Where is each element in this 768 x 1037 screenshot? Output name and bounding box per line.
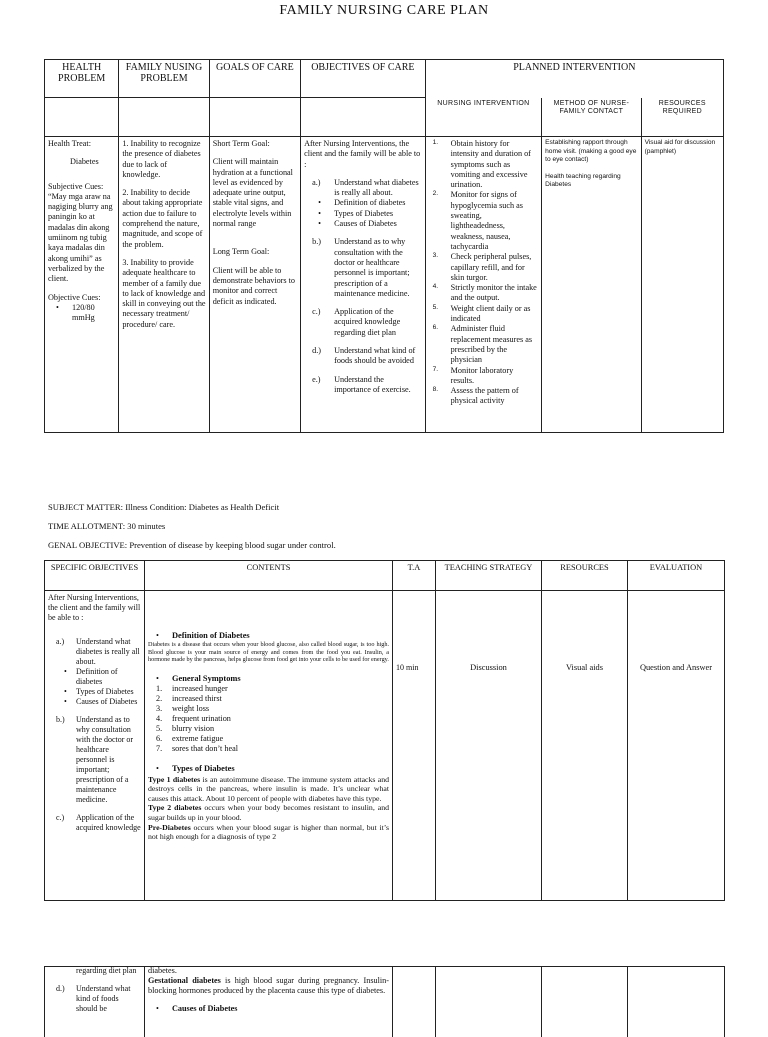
prediabetes-text: occurs when your blood sugar is higher than normal, but it’s not high enough for a diagnosis of type 2 [148, 822, 389, 842]
method-cell [542, 137, 641, 433]
nursing-intervention-number: 1. [432, 139, 439, 146]
symptoms-list [148, 684, 389, 754]
symptom-text: frequent urination [172, 714, 231, 724]
symptom-text: weight loss [172, 704, 210, 714]
definition-title: Definition of Diabetes [172, 631, 250, 640]
family-problem-2: 2. Inability to decide about taking appropriate action due to failure to comprehend the nature, magnitude, and scope of the problem. [122, 188, 203, 249]
specific-bullet-3: Causes of Diabetes [76, 697, 138, 706]
specific-continued-cell [45, 967, 145, 1037]
objective-c-marker: c.) [312, 307, 321, 317]
type2-text: occurs when your body becomes resistant to insulin, and sugar builds up in your blood. [148, 803, 389, 823]
nursing-intervention-number: 4. [432, 283, 439, 291]
resources-cell [641, 137, 723, 433]
symptom-text: blurry vision [172, 724, 215, 734]
specific-bullet-1: Definition of diabetes [76, 667, 118, 686]
specific-c: Application of the acquired knowledge [76, 813, 141, 832]
prediabetes-label: Pre-Diabetes [148, 822, 191, 832]
header-nursing-intervention: NURSING INTERVENTION [425, 98, 542, 137]
header-method: METHOD OF NURSE-FAMILY CONTACT [542, 98, 641, 137]
header-resources-2: RESOURCES [542, 561, 628, 591]
nursing-intervention-text: Obtain history for intensity and duration of symptoms such as vomiting and excessive urination. [450, 139, 531, 190]
objective-cues-label: Objective Cues: [48, 292, 101, 302]
general-objective: GENAL OBJECTIVE: Prevention of disease by keeping blood sugar under control. [48, 540, 336, 550]
definition-text: Diabetes is a disease that occurs when your blood glucose, also called blood sugar, is too high. Blood glucose is your main source of energy and comes from the food you eat. Insulin, a hormone made by the pancreas, helps glucose from food get into your cells to be used for energy. [148, 641, 389, 664]
short-term-goal: Client will maintain hydration at a functional level as evidenced by adequate urine output, stable vital signs, and electrolyte levels within normal range [212, 157, 293, 229]
specific-b-marker: b.) [56, 715, 65, 724]
objective-c: Application of the acquired knowledge regarding diet plan [334, 307, 401, 337]
symptom-text: increased thirst [172, 694, 222, 704]
gestational-label: Gestational diabetes [148, 976, 221, 985]
type1-label: Type 1 diabetes [148, 774, 201, 784]
nursing-intervention-number: 5. [432, 303, 439, 311]
header-goals: GOALS OF CARE [209, 60, 300, 98]
evaluation-cell: Question and Answer [628, 591, 725, 901]
health-problem-cell: Health Treat: Diabetes Subjective Cues: “May mga araw na nagiging blurry ang paningin ko at madalas din akong umiinom ng tubig kaya madalas din akong umihi” as verbalized by the client. Objective Cues: • 120/80 mmHg [45, 137, 119, 433]
nursing-intervention-text: Strictly monitor the intake and the output. [450, 283, 537, 303]
teaching-plan-continued [44, 966, 725, 1037]
header-ta: T.A [393, 561, 436, 591]
nursing-intervention-text: Monitor for signs of hypoglycemia such as sweating, lightheadedness, weakness, nausea, tachycardia [450, 190, 523, 251]
subjective-cues-label: Subjective Cues: [48, 181, 104, 191]
specific-c-continued: regarding diet plan [76, 966, 137, 975]
ta-cell: 10 min [393, 591, 436, 901]
specific-d-marker: d.) [56, 984, 65, 993]
specific-a-marker: a.) [56, 637, 65, 646]
contents-continued-1: diabetes. [148, 966, 177, 975]
header-objectives: OBJECTIVES OF CARE [301, 60, 426, 98]
symptom-item: 4. frequent urination [156, 714, 231, 724]
nursing-intervention-number: 6. [432, 324, 439, 332]
objective-e: Understand the importance of exercise. [334, 374, 411, 394]
nursing-intervention-number: 3. [432, 252, 439, 260]
nursing-intervention-text: Monitor laboratory results. [450, 365, 514, 385]
family-problem-1: 1. Inability to recognize the presence of diabetes due to lack of knowledge. [122, 139, 201, 179]
objective-d-marker: d.) [312, 346, 321, 356]
symptom-item: 1. increased hunger [156, 684, 228, 694]
teaching-plan-table [44, 560, 725, 901]
header-evaluation: EVALUATION [628, 561, 725, 591]
family-problem-3: 3. Inability to provide adequate healthcare to member of a family due to lack of knowledge and skill in conveying out the necessary treatment/ procedure/ care. [122, 257, 206, 329]
type1-text: is an autoimmune disease. The immune system attacks and destroys cells in the pancreas, where insulin is made. It’s unclear what causes this attack. About 10 percent of people with diabetes have this type. [148, 774, 389, 803]
specific-intro: After Nursing Interventions, the client and the family will be able to : [48, 593, 141, 622]
type2-label: Type 2 diabetes [148, 803, 202, 813]
symptom-text: sores that don’t heal [172, 744, 239, 754]
symptom-text: increased hunger [172, 684, 228, 694]
nursing-intervention-item [429, 252, 539, 283]
contents-continued-cell: diabetes. Gestational diabetes is high blood sugar during pregnancy. Insulin-blocking hormones produced by the placenta cause this type of diabetes. • Causes of Diabetes [145, 967, 393, 1037]
long-term-goal: Client will be able to demonstrate behaviors to monitor and correct deficit as indicated. [212, 265, 296, 306]
resources-text: Visual aid for discussion (pamphlet) [644, 139, 716, 155]
specific-b: Understand as to why consultation with the doctor or healthcare personnel is important; prescription of a maintenance medicine. [76, 715, 134, 804]
subject-matter: SUBJECT MATTER: Illness Condition: Diabetes as Health Deficit [48, 502, 280, 512]
contents-cell: • Definition of Diabetes Diabetes is a disease that occurs when your blood glucose, also called blood sugar, is too high. Blood glucose is your main source of energy and comes from the food you eat. Insulin, a hormone made by the pancreas, helps glucose from food get into your cells to be used for energy. • General Symptoms 1. increased hunger 2. increased thirst 3. weight loss 4. frequent urination 5. blurry vision 6. extreme fatigue 7. sores that don’t heal • Types of Diabetes Type 1 diabetes is an autoimmune disease. The immune system attacks and destroys cells in the pancreas, where insulin is made. It’s unclear what causes this attack. About 10 percent of people with diabetes have this type. Type 2 diabetes occurs when your body becomes resistant to insulin, and sugar builds up in your blood. Pre-Diabetes occurs when your blood sugar is higher than normal, but it’s not high enough for a diagnosis of type 2 [145, 591, 393, 901]
gestational-text: is high blood sugar during pregnancy. Insulin-blocking hormones produced by the placenta cause this type of diabetes. [148, 976, 390, 995]
objective-b: Understand as to why consultation with the doctor or healthcare personnel is important; prescription of a maintenance medicine. [334, 237, 410, 298]
nursing-intervention-text: Administer fluid replacement measures as prescribed by the physician [450, 324, 533, 365]
nursing-intervention-text: Weight client daily or as indicated [450, 303, 531, 324]
objective-cue-item: 120/80 mmHg [72, 302, 95, 323]
header-teaching-strategy: TEACHING STRATEGY [436, 561, 542, 591]
method-1: Establishing rapport through home visit. (making a good eye to eye contact) [545, 139, 637, 164]
specific-c-marker: c.) [56, 813, 65, 822]
objectives-intro: After Nursing Interventions, the client and the family will be able to : [304, 139, 421, 169]
short-term-label: Short Term Goal: [212, 139, 270, 148]
symptom-item: 6. extreme fatigue [156, 734, 224, 744]
resources-cell-2: Visual aids [542, 591, 628, 901]
symptom-item: 7. sores that don’t heal [156, 744, 239, 754]
types-title: Types of Diabetes [172, 764, 235, 774]
header-family-problem: FAMILY NUSING PROBLEM [119, 60, 209, 98]
header-health-problem: HEALTH PROBLEM [45, 60, 119, 98]
objectives-cell: After Nursing Interventions, the client and the family will be able to : a.) Understand what diabetes is really all about. • Definition of diabetes • Types of Diabetes • Causes of Diabetes b.) Understand as to why consultation with the doctor or healthcare personnel is important; prescription of a maintenance medicine. c.) Application of the acquired knowledge regarding diet plan d.) Understand what kind of foods should be avoided e.) Understand the importance of exercise. [301, 137, 426, 433]
strategy-cell: Discussion [436, 591, 542, 901]
header-planned-intervention: PLANNED INTERVENTION [425, 60, 723, 98]
care-plan-table [44, 59, 724, 433]
nursing-intervention-text: Check peripheral pulses, capillary refill, and for skin turgor. [450, 252, 532, 282]
nursing-intervention-text: Assess the pattern of physical activity [450, 386, 519, 406]
page-title: FAMILY NURSING CARE PLAN [279, 3, 489, 18]
nursing-intervention-item [429, 190, 539, 252]
symptom-item: 3. weight loss [156, 704, 210, 714]
objective-bullet-1: Definition of diabetes [334, 198, 406, 208]
nursing-intervention-item [429, 324, 539, 365]
objective-a-marker: a.) [312, 177, 321, 187]
symptoms-title: General Symptoms [172, 674, 241, 684]
objective-e-marker: e.) [312, 374, 321, 384]
nursing-intervention-number: 8. [432, 386, 439, 394]
nursing-intervention-list [429, 139, 539, 407]
nursing-intervention-number: 7. [432, 365, 439, 373]
health-treat-label: Health Treat: [48, 139, 91, 148]
nursing-intervention-number: 2. [432, 190, 439, 198]
time-allotment: TIME ALLOTMENT: 30 minutes [48, 521, 166, 531]
health-treat-value: Diabetes [70, 157, 99, 167]
method-2: Health teaching regarding Diabetes [545, 172, 621, 189]
specific-d: Understand what kind of foods should be [76, 984, 131, 1013]
nursing-intervention-item [429, 366, 539, 387]
subjective-cues-text: “May mga araw na nagiging blurry ang paningin ko at madalas din akong umiinom ng tubig kaya madalas din akong umihi” as verbalized by the client. [48, 191, 113, 284]
symptom-item: 5. blurry vision [156, 724, 215, 734]
objective-bullet-2: Types of Diabetes [334, 208, 394, 218]
objective-a: Understand what diabetes is really all about. [334, 177, 419, 198]
specific-bullet-2: Types of Diabetes [76, 687, 134, 696]
causes-title: Causes of Diabetes [172, 1004, 238, 1013]
family-problem-cell [119, 137, 209, 433]
nursing-intervention-item [429, 283, 539, 304]
specific-a: Understand what diabetes is really all about. [76, 637, 140, 666]
header-contents: CONTENTS [145, 561, 393, 591]
long-term-label: Long Term Goal: [212, 247, 270, 257]
symptom-text: extreme fatigue [172, 734, 224, 744]
nursing-intervention-cell [425, 137, 542, 433]
objective-d: Understand what kind of foods should be avoided [334, 346, 416, 366]
objective-b-marker: b.) [312, 237, 321, 247]
symptom-item: 2. increased thirst [156, 694, 222, 704]
nursing-intervention-item [429, 139, 539, 190]
header-resources: RESOURCES REQUIRED [641, 98, 723, 137]
specific-objectives-cell: After Nursing Interventions, the client and the family will be able to : a.) Understand what diabetes is really all about. • Definition of diabetes • Types of Diabetes • Causes of Diabetes b.) Understand as to why consultation with the doctor or healthcare personnel is important; prescription of a maintenance medicine. c.) Application of the acquired knowledge [45, 591, 145, 901]
nursing-intervention-item [429, 386, 539, 407]
objective-bullet-3: Causes of Diabetes [334, 219, 397, 229]
nursing-intervention-item [429, 304, 539, 325]
header-specific-objectives: SPECIFIC OBJECTIVES [45, 561, 145, 591]
goals-cell [209, 137, 300, 433]
